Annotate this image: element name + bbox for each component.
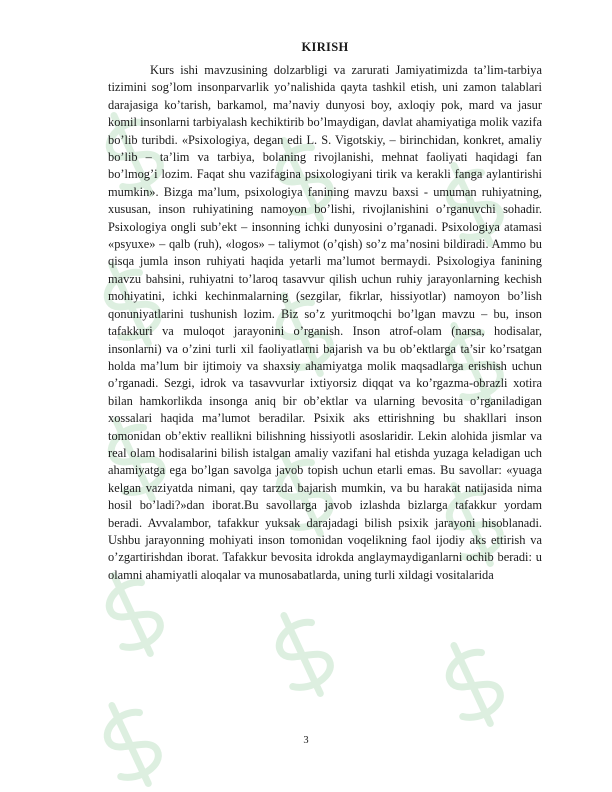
dollar-sign-watermark-icon	[264, 606, 340, 703]
document-title: KIRISH	[301, 40, 349, 54]
body-paragraph: Kurs ishi mavzusining dolzarbligi va zarurati Jamiyatimizda ta’lim-tarbiya tizimini sog’lom insonparvarlik yo’nalishida qayta tashkil etish, uni zamon talablari darajasiga ko’tarish, barkamol, ma’naviy dunyosi boy, axloqiy pok, mard va jasur komil insonlarni tarbiyalash kechiktirib bo’lmaydigan, davlat ahamiyatiga molik vazifa bo’lib turibdi. «Psixologiya, degan edi L. S. Vigotskiy, – birinchidan, konkret, amaliy bo’lib – ta’lim va tarbiya, bolaning rivojlanishi, mehnat faoliyati haqidagi fan bo’lmog’i lozim. Faqat shu vazifagina psixologiyani tirik va kerakli fanga aylantirishi mumkin». Bizga ma’lum, psixologiya fanining mavzu baxsi - umuman ruhiyatning, xususan, inson ruhiyatining namoyon bo’lishi, rivojlanishini o’rganuvchi sohadir. Psixologiya ongli sub’ekt – insonning ichki dunyosini o’rganadi. Psixologiya atamasi «psyuxe» – qalb (ruh), «logos» – taliymot (o’qish) so’z ma’nosini bildiradi. Ammo bu qisqa jumla inson ruhiyati haqida yetarli ma’lumot bermaydi. Psixologiya fanining mavzu bahsini, ruhiyatni to’laroq tasavvur qilish uchun ruhiy jarayonlarning kechish mohiyatini, ichki kechinmalarning (sezgilar, fikrlar, hissiyotlar) namoyon bo’lish qonuniyatlarini tushunish lozim. Biz so’z yuritmoqchi bo’lgan mavzu – bu, inson tafakkuri va muloqot jarayonini o’rganish. Inson atrof-olam (narsa, hodisalar, insonlarni) va o’zini turli xil faoliyatlarni bajarish va bu ob’ektlarga ta’sir ko’rsatgan holda ma’lum bir ijtimoiy va shaxsiy ahamiyatga molik maqsadlarga erishish uchun o’rganadi. Sezgi, idrok va tasavvurlar ixtiyorsiz diqqat va ko’rgazma-obrazli xotira bilan hamkorlikda insonga aniq bir ob’ektlar va ularning bevosita o’rganiladigan xossalari haqida ma’lumot beradilar. Psixik aks ettirishning bu shakllari inson tomonidan ob’ektiv reallikni bilishning hissiyotli asoslaridir. Lekin alohida jismlar va real olam hodisalarini bilish istalgan amaliy vazifani hal etishda yuzaga keladigan uch ahamiyatga ega bo’lgan savolga javob topish uchun etarli emas. Bu savollar: «yuaga kelgan vaziyatda nimani, qay tarzda bajarish mumkin, va bu harakat natijasida nima hosil bo’ladi?»dan iborat.Bu savollarga javob izlashda bizlarga tafakkur yordam beradi. Avvalambor, tafakkur yuksak darajadagi bilish psixik jarayoni hisoblanadi. Ushbu jarayonning mohiyati inson tomonidan voqelikning faol ijodiy aks ettirish va o’zgartirishdan iborat. Tafakkur bevosita idrokda anglaymaydiganlarni ochib beradi: u olamni ahamiyatli aloqalar va munosabatlarda, uning turli xildagi vositalarida	[108, 63, 542, 582]
dollar-sign-watermark-icon	[434, 636, 510, 733]
page-number: 3	[303, 735, 309, 746]
page-content	[108, 40, 542, 584]
